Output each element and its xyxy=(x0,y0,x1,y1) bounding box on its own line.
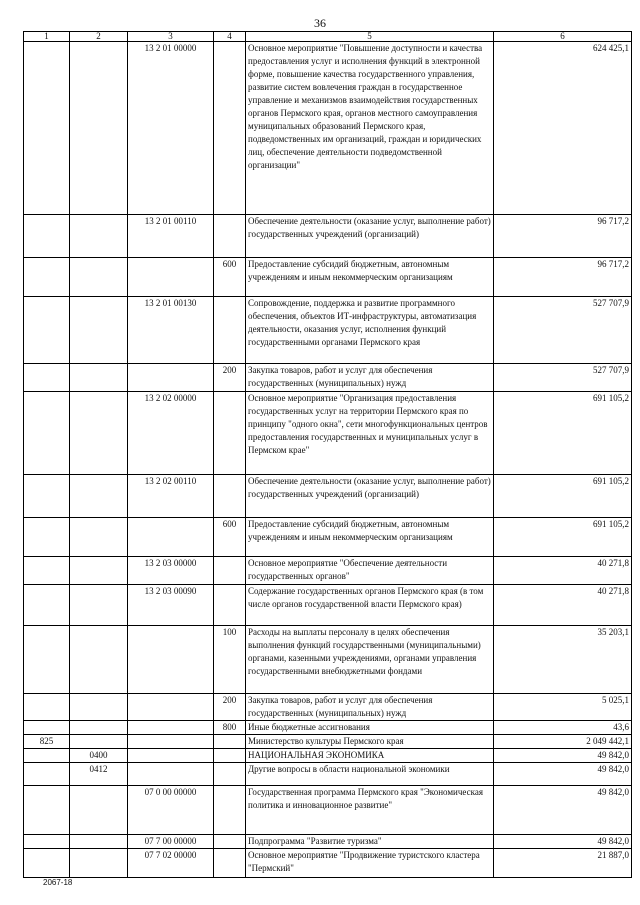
code-target-cell: 13 2 02 00000 xyxy=(128,392,214,475)
amount-cell: 5 025,1 xyxy=(494,694,632,721)
code-section-cell xyxy=(70,258,128,297)
table-row xyxy=(24,297,632,364)
code-gov-cell xyxy=(24,475,70,518)
code-gov-cell xyxy=(24,557,70,585)
code-gov-cell xyxy=(24,364,70,392)
code-expense-type-cell: 600 xyxy=(214,258,246,297)
code-section-cell xyxy=(70,835,128,849)
code-section-cell xyxy=(70,786,128,835)
code-target-cell xyxy=(128,258,214,297)
table-row xyxy=(24,585,632,626)
document-code: 2067-18 xyxy=(43,878,73,887)
item-name-cell: Основное мероприятие "Продвижение туристского кластера "Пермский" xyxy=(246,849,494,878)
code-section-cell xyxy=(70,626,128,694)
table-row xyxy=(24,215,632,258)
code-section-cell xyxy=(70,392,128,475)
code-target-cell: 07 7 02 00000 xyxy=(128,849,214,878)
table-row xyxy=(24,835,632,849)
table-row xyxy=(24,626,632,694)
item-name-cell: Закупка товаров, работ и услуг для обеспечения государственных (муниципальных) нужд xyxy=(246,694,494,721)
code-expense-type-cell xyxy=(214,585,246,626)
code-gov-cell xyxy=(24,763,70,786)
code-section-cell xyxy=(70,518,128,557)
item-name-cell: Расходы на выплаты персоналу в целях обеспечения выполнения функций государственными (муниципальными) органами, казенными учреждениями, органами управления государственными внебюджетными фондами xyxy=(246,626,494,694)
column-header: 5 xyxy=(246,32,494,42)
code-gov-cell xyxy=(24,786,70,835)
code-expense-type-cell: 100 xyxy=(214,626,246,694)
table-row xyxy=(24,749,632,763)
code-expense-type-cell xyxy=(214,297,246,364)
code-section-cell xyxy=(70,364,128,392)
item-name-cell: Основное мероприятие "Обеспечение деятельности государственных органов" xyxy=(246,557,494,585)
item-name-cell: Основное мероприятие "Организация предоставления государственных услуг на территории Пермского края по принципу "одного окна", сети многофункциональных центров предоставления государственных и муниципальных услуг в Пермском крае" xyxy=(246,392,494,475)
amount-cell: 527 707,9 xyxy=(494,364,632,392)
code-gov-cell: 825 xyxy=(24,735,70,749)
amount-cell: 96 717,2 xyxy=(494,215,632,258)
amount-cell: 40 271,8 xyxy=(494,585,632,626)
code-target-cell: 13 2 01 00000 xyxy=(128,42,214,215)
code-target-cell: 07 7 00 00000 xyxy=(128,835,214,849)
table-row xyxy=(24,258,632,297)
item-name-cell: НАЦИОНАЛЬНАЯ ЭКОНОМИКА xyxy=(246,749,494,763)
amount-cell: 40 271,8 xyxy=(494,557,632,585)
page-number: 36 xyxy=(314,16,326,30)
amount-cell: 21 887,0 xyxy=(494,849,632,878)
amount-cell: 691 105,2 xyxy=(494,392,632,475)
code-expense-type-cell xyxy=(214,392,246,475)
code-target-cell xyxy=(128,694,214,721)
table-row xyxy=(24,364,632,392)
item-name-cell: Предоставление субсидий бюджетным, автономным учреждениям и иным некоммерческим организациям xyxy=(246,258,494,297)
code-section-cell xyxy=(70,215,128,258)
column-header: 1 xyxy=(24,32,70,42)
table-row xyxy=(24,42,632,215)
table-body xyxy=(24,42,632,878)
table-row xyxy=(24,475,632,518)
code-section-cell xyxy=(70,694,128,721)
column-header: 3 xyxy=(128,32,214,42)
code-expense-type-cell: 600 xyxy=(214,518,246,557)
code-gov-cell xyxy=(24,626,70,694)
amount-cell: 35 203,1 xyxy=(494,626,632,694)
code-section-cell: 0400 xyxy=(70,749,128,763)
column-header: 2 xyxy=(70,32,128,42)
budget-table xyxy=(23,31,632,878)
code-gov-cell xyxy=(24,585,70,626)
code-expense-type-cell xyxy=(214,42,246,215)
table-row xyxy=(24,557,632,585)
item-name-cell: Предоставление субсидий бюджетным, автономным учреждениям и иным некоммерческим организациям xyxy=(246,518,494,557)
code-expense-type-cell xyxy=(214,557,246,585)
code-target-cell: 13 2 01 00130 xyxy=(128,297,214,364)
code-expense-type-cell xyxy=(214,735,246,749)
code-gov-cell xyxy=(24,297,70,364)
code-section-cell xyxy=(70,297,128,364)
code-gov-cell xyxy=(24,42,70,215)
table-row xyxy=(24,786,632,835)
code-section-cell xyxy=(70,849,128,878)
amount-cell: 624 425,1 xyxy=(494,42,632,215)
code-gov-cell xyxy=(24,835,70,849)
column-header-row xyxy=(24,32,632,42)
code-gov-cell xyxy=(24,258,70,297)
amount-cell: 49 842,0 xyxy=(494,786,632,835)
item-name-cell: Государственная программа Пермского края "Экономическая политика и инновационное развитие" xyxy=(246,786,494,835)
code-target-cell xyxy=(128,735,214,749)
code-section-cell: 0412 xyxy=(70,763,128,786)
code-target-cell: 13 2 02 00110 xyxy=(128,475,214,518)
table-row xyxy=(24,721,632,735)
code-target-cell xyxy=(128,518,214,557)
table-row xyxy=(24,735,632,749)
code-gov-cell xyxy=(24,215,70,258)
item-name-cell: Содержание государственных органов Пермского края (в том числе органов государственной власти Пермского края) xyxy=(246,585,494,626)
item-name-cell: Сопровождение, поддержка и развитие программного обеспечения, объектов ИТ-инфраструктуры, автоматизация деятельности, оказания услуг, исполнения функций государственными органами Пермского края xyxy=(246,297,494,364)
code-expense-type-cell xyxy=(214,215,246,258)
code-section-cell xyxy=(70,721,128,735)
code-target-cell: 13 2 03 00000 xyxy=(128,557,214,585)
item-name-cell: Обеспечение деятельности (оказание услуг, выполнение работ) государственных учреждений (организаций) xyxy=(246,215,494,258)
code-target-cell xyxy=(128,763,214,786)
code-gov-cell xyxy=(24,694,70,721)
table-row xyxy=(24,392,632,475)
amount-cell: 49 842,0 xyxy=(494,749,632,763)
amount-cell: 49 842,0 xyxy=(494,835,632,849)
code-expense-type-cell xyxy=(214,749,246,763)
item-name-cell: Иные бюджетные ассигнования xyxy=(246,721,494,735)
item-name-cell: Закупка товаров, работ и услуг для обеспечения государственных (муниципальных) нужд xyxy=(246,364,494,392)
code-target-cell xyxy=(128,749,214,763)
table-row xyxy=(24,694,632,721)
code-gov-cell xyxy=(24,392,70,475)
column-header: 4 xyxy=(214,32,246,42)
code-section-cell xyxy=(70,475,128,518)
code-expense-type-cell xyxy=(214,849,246,878)
code-expense-type-cell: 200 xyxy=(214,694,246,721)
table-row xyxy=(24,849,632,878)
code-section-cell xyxy=(70,735,128,749)
amount-cell: 49 842,0 xyxy=(494,763,632,786)
amount-cell: 691 105,2 xyxy=(494,518,632,557)
code-section-cell xyxy=(70,42,128,215)
code-target-cell: 13 2 03 00090 xyxy=(128,585,214,626)
code-expense-type-cell: 200 xyxy=(214,364,246,392)
item-name-cell: Министерство культуры Пермского края xyxy=(246,735,494,749)
amount-cell: 43,6 xyxy=(494,721,632,735)
code-gov-cell xyxy=(24,749,70,763)
code-section-cell xyxy=(70,557,128,585)
code-gov-cell xyxy=(24,849,70,878)
code-target-cell: 07 0 00 00000 xyxy=(128,786,214,835)
item-name-cell: Другие вопросы в области национальной экономики xyxy=(246,763,494,786)
code-target-cell xyxy=(128,626,214,694)
code-target-cell xyxy=(128,364,214,392)
code-target-cell xyxy=(128,721,214,735)
code-gov-cell xyxy=(24,721,70,735)
item-name-cell: Основное мероприятие "Повышение доступности и качества предоставления услуг и исполнения функций в электронной форме, повышение качества государственного управления, развитие систем вовлечения граждан в государственное управление и механизмов взаимодействия государственных органов Пермского края, органов местного самоуправления муниципальных образований Пермского края, подведомственных им организаций, граждан и юридических лиц, обеспечение деятельности подведомственной организации" xyxy=(246,42,494,215)
item-name-cell: Подпрограмма "Развитие туризма" xyxy=(246,835,494,849)
code-section-cell xyxy=(70,585,128,626)
table-row xyxy=(24,518,632,557)
code-expense-type-cell xyxy=(214,475,246,518)
amount-cell: 691 105,2 xyxy=(494,475,632,518)
code-gov-cell xyxy=(24,518,70,557)
code-expense-type-cell xyxy=(214,786,246,835)
code-expense-type-cell xyxy=(214,835,246,849)
amount-cell: 527 707,9 xyxy=(494,297,632,364)
amount-cell: 2 049 442,1 xyxy=(494,735,632,749)
code-expense-type-cell: 800 xyxy=(214,721,246,735)
code-target-cell: 13 2 01 00110 xyxy=(128,215,214,258)
column-header: 6 xyxy=(494,32,632,42)
amount-cell: 96 717,2 xyxy=(494,258,632,297)
table-row xyxy=(24,763,632,786)
item-name-cell: Обеспечение деятельности (оказание услуг, выполнение работ) государственных учреждений (организаций) xyxy=(246,475,494,518)
code-expense-type-cell xyxy=(214,763,246,786)
